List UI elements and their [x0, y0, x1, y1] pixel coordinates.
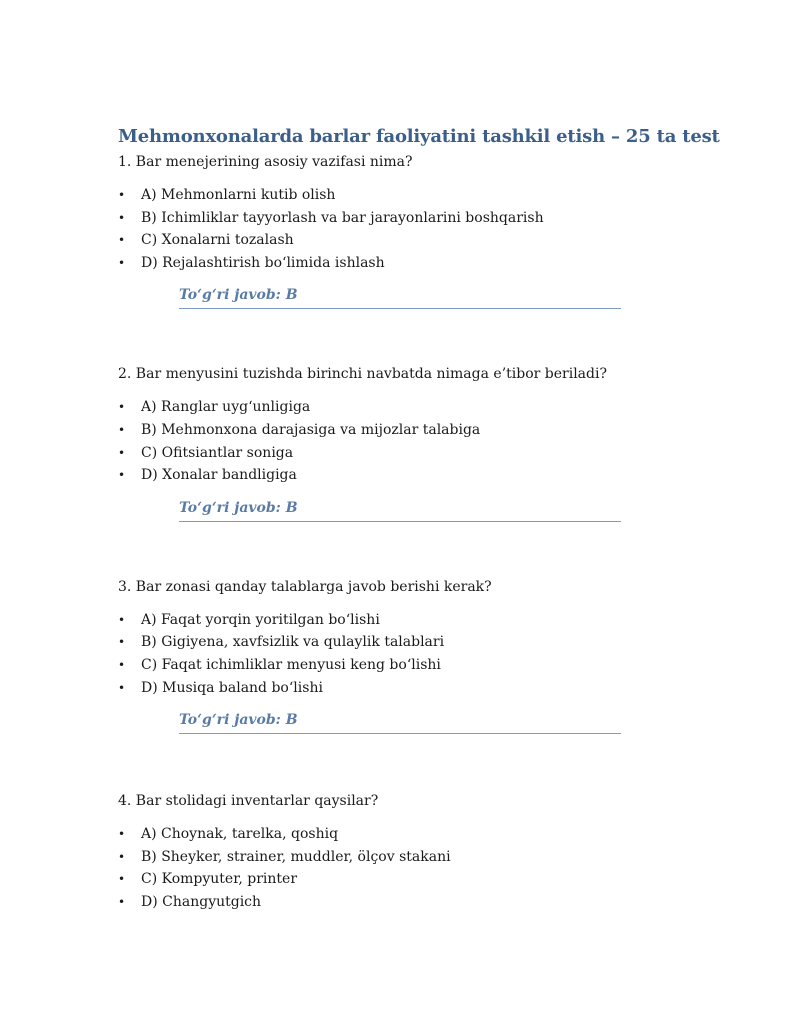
options-list — [118, 396, 718, 486]
option-text: B) Mehmonxona darajasiga va mijozlar talabiga — [141, 421, 481, 438]
option-text: D) Changyutgich — [141, 893, 262, 910]
option-b — [118, 207, 718, 230]
option-a — [118, 823, 718, 846]
document-page — [118, 126, 718, 914]
correct-answer: To‘g‘ri javob: B — [179, 500, 621, 522]
option-c — [118, 654, 718, 677]
option-d — [118, 464, 718, 487]
bullet-icon: • — [118, 849, 126, 864]
option-b — [118, 419, 718, 442]
options-list — [118, 823, 718, 913]
option-d — [118, 252, 718, 275]
question-4 — [118, 790, 718, 913]
option-text: C) Faqat ichimliklar menyusi keng bo‘lishi — [141, 656, 441, 673]
option-a — [118, 184, 718, 207]
option-text: D) Xonalar bandligiga — [141, 467, 297, 484]
option-text: D) Rejalashtirish bo‘limida ishlash — [141, 254, 385, 271]
bullet-icon: • — [118, 635, 126, 650]
bullet-icon: • — [118, 255, 126, 270]
option-text: A) Faqat yorqin yoritilgan bo‘lishi — [141, 611, 380, 628]
bullet-icon: • — [118, 468, 126, 483]
correct-answer: To‘g‘ri javob: B — [179, 712, 621, 734]
option-text: A) Ranglar uyg‘unligiga — [141, 399, 311, 416]
question-1 — [118, 151, 718, 309]
option-c — [118, 229, 718, 252]
options-list — [118, 184, 718, 274]
option-text: C) Kompyuter, printer — [141, 871, 298, 888]
options-list — [118, 609, 718, 699]
option-a — [118, 609, 718, 632]
bullet-icon: • — [118, 612, 126, 627]
question-text: 4. Bar stolidagi inventarlar qaysilar? — [118, 793, 379, 810]
option-c — [118, 868, 718, 891]
bullet-icon: • — [118, 827, 126, 842]
bullet-icon: • — [118, 400, 126, 415]
bullet-icon: • — [118, 657, 126, 672]
option-b — [118, 631, 718, 654]
bullet-icon: • — [118, 233, 126, 248]
bullet-icon: • — [118, 872, 126, 887]
bullet-icon: • — [118, 445, 126, 460]
question-2 — [118, 363, 718, 521]
question-text: 1. Bar menejerining asosiy vazifasi nima? — [118, 154, 413, 170]
option-c — [118, 442, 718, 465]
option-d — [118, 891, 718, 914]
option-text: B) Ichimliklar tayyorlash va bar jarayonlarini boshqarish — [141, 209, 544, 226]
bullet-icon: • — [118, 680, 126, 695]
option-text: B) Gigiyena, xavfsizlik va qulaylik talablari — [141, 634, 445, 651]
option-text: D) Musiqa baland bo‘lishi — [141, 679, 323, 696]
question-text: 3. Bar zonasi qanday talablarga javob berishi kerak? — [118, 578, 492, 595]
option-b — [118, 846, 718, 869]
option-text: B) Sheyker, strainer, muddler, ölçov stakani — [141, 848, 451, 865]
option-text: A) Mehmonlarni kutib olish — [141, 187, 336, 203]
question-text: 2. Bar menyusini tuzishda birinchi navbatda nimaga e’tibor beriladi? — [118, 366, 607, 383]
document-title: Mehmonxonalarda barlar faoliyatini tashkil etish – 25 ta test — [118, 126, 720, 147]
correct-answer: To‘g‘ri javob: B — [179, 287, 621, 309]
option-text: C) Xonalarni tozalash — [141, 232, 294, 249]
question-3 — [118, 576, 718, 734]
option-text: A) Choynak, tarelka, qoshiq — [141, 826, 339, 843]
option-d — [118, 677, 718, 700]
bullet-icon: • — [118, 188, 126, 202]
bullet-icon: • — [118, 894, 126, 909]
option-text: C) Ofitsiantlar soniga — [141, 444, 294, 461]
bullet-icon: • — [118, 210, 126, 225]
bullet-icon: • — [118, 422, 126, 437]
option-a — [118, 396, 718, 419]
